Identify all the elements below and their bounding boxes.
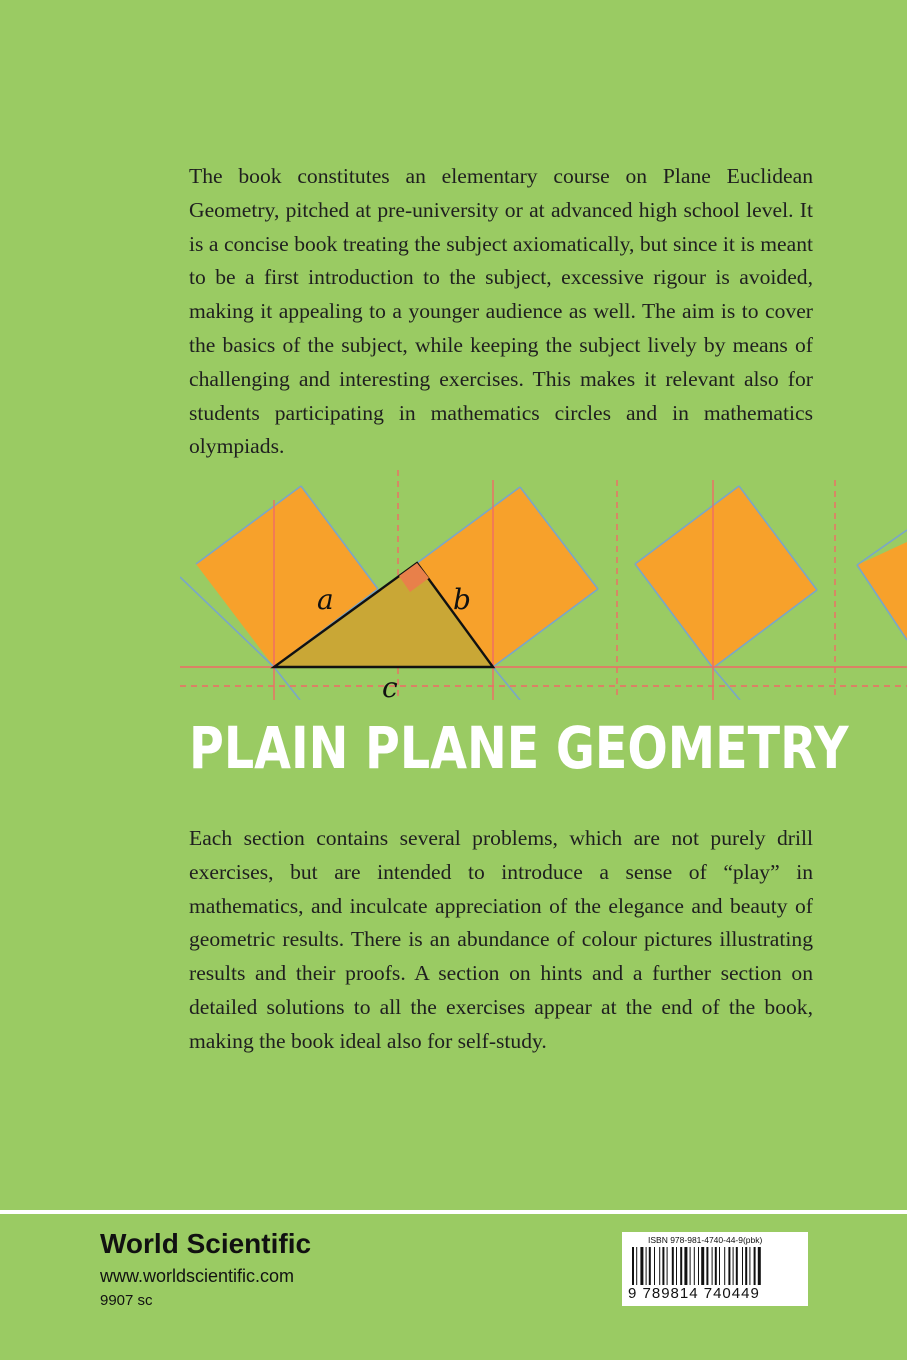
publisher-url: www.worldscientific.com xyxy=(100,1266,295,1286)
label-c: c xyxy=(382,671,398,700)
label-a: a xyxy=(317,583,334,616)
description-bottom: Each section contains several problems, which are not purely drill exercises, but are intended to introduce a sense of “play” in mathematics, and inculcate appreciation of the elegance and beauty of geometric results. There is an abundance of colour pictures illustrating results and their proofs. A section on hints and a further section on detailed solutions to all the exercises appear at the end of the book, making the book ideal also for self-study. xyxy=(189,826,813,1053)
publisher-name: World Scientific xyxy=(100,1228,312,1259)
label-b: b xyxy=(453,583,471,616)
book-title: PLAIN PLANE GEOMETRY xyxy=(189,714,849,782)
square-c xyxy=(635,486,817,668)
description-top: The book constitutes an elementary course on Plane Euclidean Geometry, pitched at pre-university or at advanced high school level. It is a concise book treating the subject axiomatically, but since it is meant to be a first introduction to the subject, excessive rigour is avoided, making it appealing to a younger audience as well. The aim is to cover the basics of the subject, while keeping the subject lively by means of challenging and interesting exercises. This makes it relevant also for students participating in mathematics circles and in mathematics olympiads. xyxy=(189,164,813,459)
barcode-digits: 9 789814 740449 xyxy=(628,1285,760,1302)
publisher-code: 9907 sc xyxy=(100,1292,153,1309)
barcode-icon xyxy=(630,1247,802,1287)
square-d xyxy=(857,542,907,640)
divider xyxy=(0,1210,907,1214)
isbn-label: ISBN 978-981-4740-44-9(pbk) xyxy=(648,1235,763,1245)
pythagoras-figure xyxy=(180,470,907,700)
